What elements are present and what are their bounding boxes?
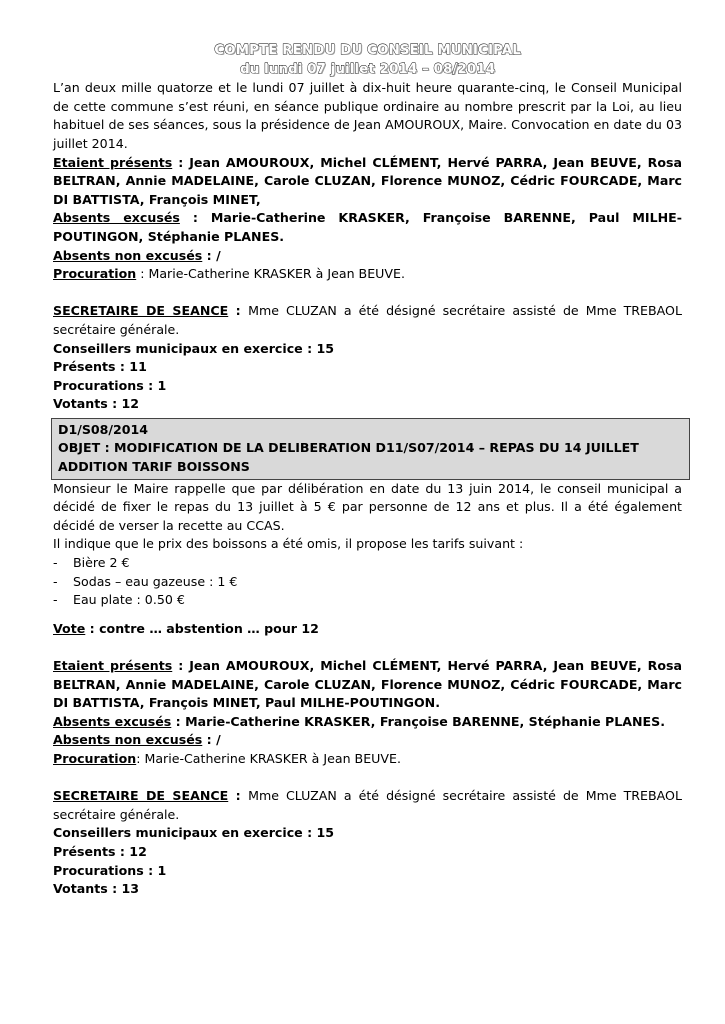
- list-item: [53, 591, 682, 610]
- excuses-value: : Marie-Catherine KRASKER, Françoise BARENNE, Stéphanie PLANES.: [171, 713, 665, 729]
- vote-value: : contre … abstention … pour 12: [85, 620, 319, 636]
- list-item-text: Sodas – eau gazeuse : 1 €: [73, 573, 238, 589]
- secretary-line-1: [53, 302, 682, 339]
- excuses-separator: :: [179, 210, 211, 226]
- procurations-count-1: Procurations : 1: [53, 377, 167, 393]
- dash-icon: -: [53, 555, 58, 571]
- list-item: [53, 573, 682, 592]
- presents-separator: :: [172, 658, 190, 673]
- presents-count-1: Présents : 11: [53, 359, 147, 375]
- excuses-line-2: [53, 713, 682, 732]
- vote-label: Vote: [53, 620, 86, 636]
- secretary-separator: :: [228, 788, 249, 804]
- non-excuses-line-1: [53, 247, 682, 266]
- secretary-label: SECRETAIRE DE SEANCE: [53, 788, 229, 804]
- dash-icon: -: [53, 573, 58, 589]
- deliberation-box: [51, 418, 690, 480]
- presents-label: Etaient présents: [53, 658, 173, 673]
- conseillers-count-2: Conseillers municipaux en exercice : 15: [53, 825, 335, 841]
- vote-line: [53, 620, 682, 639]
- procuration-value: : Marie-Catherine KRASKER à Jean BEUVE.: [136, 266, 405, 282]
- votants-count-1: Votants : 12: [53, 396, 140, 412]
- procurations-count-2: Procurations : 1: [53, 862, 167, 878]
- document-page: [53, 42, 682, 899]
- non-excuses-line-2: [53, 731, 682, 750]
- procuration-value: : Marie-Catherine KRASKER à Jean BEUVE.: [136, 750, 401, 766]
- non-excuses-value: : /: [202, 732, 221, 748]
- presents-count-2: Présents : 12: [53, 843, 147, 859]
- deliberation-objet: OBJET : MODIFICATION DE LA DELIBERATION D11/S07/2014 – REPAS DU 14 JUILLET ADDITION TARIF BOISSONS: [58, 440, 639, 475]
- secretary-separator: :: [228, 303, 249, 319]
- procuration-label: Procuration: [53, 266, 137, 282]
- intro-paragraph: L’an deux mille quatorze et le lundi 07 juillet à dix-huit heure quarante-cinq, le Conseil Municipal de cette commune s’est réuni, en séance publique ordinaire au nombre prescrit par la Loi, au lieu habituel de ses séances, sous la présidence de Jean AMOUROUX, Maire. Convocation en date du 03 juillet 2014.: [53, 80, 682, 151]
- presents-value: Jean AMOUROUX, Michel CLÉMENT, Hervé PARRA, Jean BEUVE, Rosa BELTRAN, Annie MADELAINE, Carole CLUZAN, Florence MUNOZ, Cédric FOURCADE, Marc DI BATTISTA, François MINET,: [53, 154, 682, 207]
- excuses-label: Absents excusés: [53, 210, 180, 226]
- secretary-line-2: [53, 787, 682, 824]
- excuses-line-1: [53, 209, 682, 246]
- presents-line-1: [53, 154, 682, 210]
- conseillers-count-1: Conseillers municipaux en exercice : 15: [53, 340, 335, 356]
- deliberation-ref: D1/S08/2014: [58, 421, 149, 437]
- deliberation-text-2: Il indique que le prix des boissons a été omis, il propose les tarifs suivant :: [53, 536, 524, 552]
- non-excuses-label: Absents non excusés: [53, 732, 203, 748]
- votants-count-2: Votants : 13: [53, 881, 140, 897]
- presents-separator: :: [172, 154, 190, 170]
- non-excuses-value: : /: [202, 247, 221, 263]
- excuses-label: Absents excusés: [53, 713, 172, 729]
- procuration-label: Procuration: [53, 750, 137, 766]
- non-excuses-label: Absents non excusés: [53, 247, 203, 263]
- title-line-1: COMPTE RENDU DU CONSEIL MUNICIPAL: [214, 43, 521, 58]
- secretary-value: Mme CLUZAN a été désigné secrétaire assisté de Mme TREBAOL secrétaire générale.: [53, 788, 682, 822]
- presents-label: Etaient présents: [53, 154, 173, 170]
- title-line-2: du lundi 07 juillet 2014 – 08/2014: [239, 61, 496, 77]
- secretary-value: Mme CLUZAN a été désigné secrétaire assisté de Mme TREBAOL secrétaire générale.: [53, 303, 682, 337]
- presents-line-2: [53, 657, 682, 713]
- tarif-list: [53, 554, 682, 610]
- secretary-label: SECRETAIRE DE SEANCE: [53, 303, 229, 319]
- presents-value: Jean AMOUROUX, Michel CLÉMENT, Hervé PARRA, Jean BEUVE, Rosa BELTRAN, Annie MADELAINE, Carole CLUZAN, Florence MUNOZ, Cédric FOURCADE, Marc DI BATTISTA, François MINET, Paul MILHE-POUTINGON.: [53, 658, 682, 711]
- deliberation-text-1: Monsieur le Maire rappelle que par délibération en date du 13 juin 2014, le conseil municipal a décidé de fixer le repas du 13 juillet à 5 € par personne de 12 ans et plus. Il a été également décidé de verser la recette au CCAS.: [53, 480, 682, 533]
- excuses-value: Marie-Catherine KRASKER, Françoise BARENNE, Paul MILHE-POUTINGON, Stéphanie PLANES.: [53, 210, 682, 244]
- procuration-line-1: [53, 265, 682, 284]
- dash-icon: -: [53, 592, 58, 608]
- document-title: [53, 42, 682, 79]
- list-item: [53, 554, 682, 573]
- list-item-text: Bière 2 €: [73, 555, 130, 571]
- procuration-line-2: [53, 750, 682, 769]
- list-item-text: Eau plate : 0.50 €: [73, 592, 185, 608]
